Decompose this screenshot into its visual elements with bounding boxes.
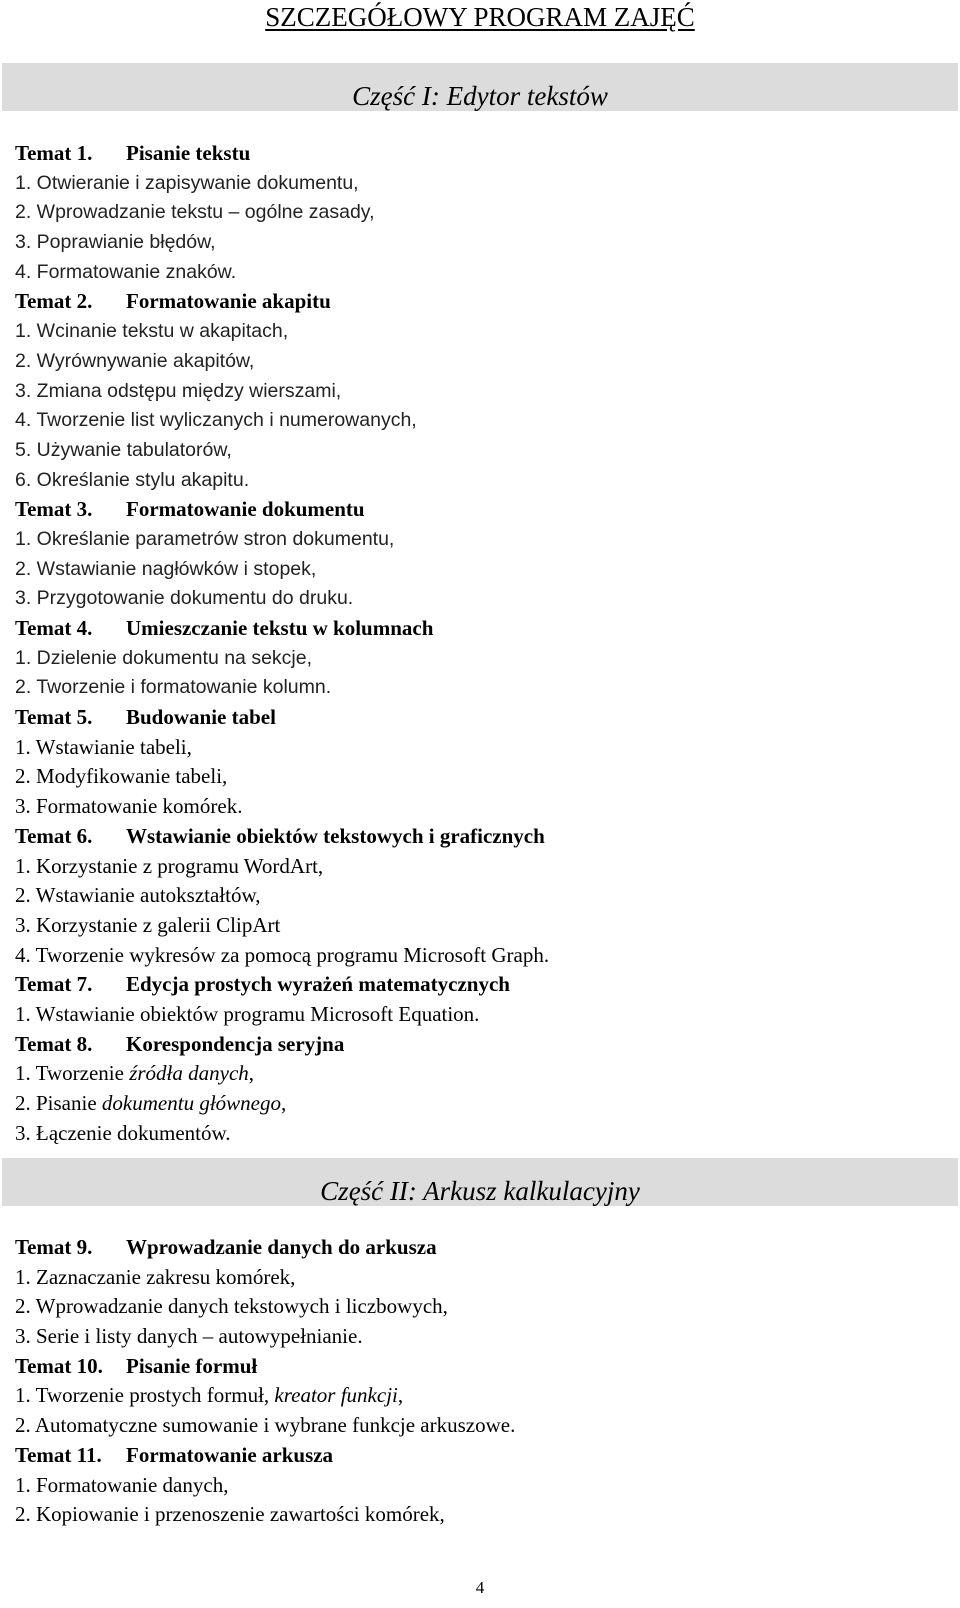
list-item bbox=[15, 673, 945, 703]
list-item bbox=[15, 733, 945, 763]
list-item bbox=[15, 1263, 945, 1293]
topic-number: Temat 6. bbox=[15, 823, 93, 848]
item-text: 2. Pisanie bbox=[15, 1091, 102, 1115]
item-text: 4. Tworzenie wykresów za pomocą programu Microsoft Graph. bbox=[15, 942, 550, 967]
list-item bbox=[15, 377, 945, 407]
topic-title: Pisanie formuł bbox=[126, 1353, 258, 1378]
item-text: , bbox=[397, 1383, 404, 1408]
item-text: 1. Formatowanie danych, bbox=[15, 1472, 229, 1497]
list-item bbox=[15, 1000, 945, 1030]
item-text: 2. Wstawianie nagłówków i stopek, bbox=[15, 557, 317, 580]
item-text: , bbox=[248, 1061, 255, 1086]
item-text: 1. Zaznaczanie zakresu komórek, bbox=[15, 1264, 296, 1289]
topic-number: Temat 8. bbox=[15, 1031, 93, 1056]
list-item bbox=[15, 1119, 945, 1149]
italic-term: dokumentu głównego bbox=[101, 1091, 281, 1115]
item-text: 2. Wstawianie autokształtów, bbox=[15, 883, 261, 908]
topic-title: Formatowanie dokumentu bbox=[126, 497, 365, 522]
topic-title: Formatowanie arkusza bbox=[126, 1442, 334, 1467]
item-text: 3. Formatowanie komórek. bbox=[15, 794, 243, 819]
item-text: 1. Dzielenie dokumentu na sekcje, bbox=[15, 646, 313, 669]
item-text: 5. Używanie tabulatorów, bbox=[15, 438, 232, 461]
list-item bbox=[15, 258, 945, 288]
item-text: 1. Wstawianie tabeli, bbox=[15, 734, 192, 759]
list-item bbox=[15, 792, 945, 822]
topic-number: Temat 10. bbox=[15, 1353, 103, 1378]
list-item bbox=[15, 1322, 945, 1352]
topic-title: Pisanie tekstu bbox=[126, 141, 251, 165]
topic-heading bbox=[15, 287, 945, 317]
topic-title: Wstawianie obiektów tekstowych i graficznych bbox=[126, 823, 545, 848]
italic-term: źródła danych bbox=[129, 1061, 249, 1086]
list-item bbox=[15, 911, 945, 941]
topic-title: Korespondencja seryjna bbox=[126, 1031, 345, 1056]
page-title: SZCZEGÓŁOWY PROGRAM ZAJĘĆ bbox=[265, 2, 695, 32]
item-text: 3. Łączenie dokumentów. bbox=[15, 1120, 231, 1145]
item-text: 3. Przygotowanie dokumentu do druku. bbox=[15, 587, 354, 610]
part-2-title: Część II: Arkusz kalkulacyjny bbox=[320, 1176, 640, 1206]
item-text: 6. Określanie stylu akapitu. bbox=[15, 468, 250, 491]
item-text: 2. Tworzenie i formatowanie kolumn. bbox=[15, 676, 332, 699]
item-text: 2. Kopiowanie i przenoszenie zawartości komórek, bbox=[15, 1502, 445, 1527]
topic-heading bbox=[15, 822, 945, 852]
topic-number: Temat 4. bbox=[15, 616, 93, 640]
item-text: 1. Korzystanie z programu WordArt, bbox=[15, 853, 324, 878]
topic-number: Temat 5. bbox=[15, 705, 93, 730]
topic-heading bbox=[15, 1441, 945, 1471]
topic-title: Formatowanie akapitu bbox=[126, 289, 331, 314]
topic-number: Temat 11. bbox=[15, 1442, 102, 1467]
list-item bbox=[15, 1471, 945, 1501]
item-text: 2. Wyrównywanie akapitów, bbox=[15, 349, 255, 372]
topic-number: Temat 3. bbox=[15, 497, 93, 522]
list-item bbox=[15, 1381, 945, 1411]
list-item bbox=[15, 881, 945, 911]
topic-title: Edycja prostych wyrażeń matematycznych bbox=[126, 972, 510, 997]
topic-number: Temat 9. bbox=[15, 1235, 93, 1259]
part-2-banner bbox=[2, 1158, 958, 1206]
italic-term: kreator funkcji bbox=[274, 1383, 398, 1408]
item-text: , bbox=[280, 1091, 287, 1115]
item-text: 2. Wprowadzanie danych tekstowych i liczbowych, bbox=[15, 1294, 448, 1319]
list-item bbox=[15, 762, 945, 792]
list-item bbox=[15, 436, 945, 466]
item-text: 4. Tworzenie list wyliczanych i numerowanych, bbox=[15, 409, 417, 432]
topic-heading bbox=[15, 495, 945, 525]
list-item bbox=[15, 644, 945, 674]
item-text: 1. Tworzenie prostych formuł, bbox=[15, 1383, 275, 1408]
item-text: 1. Tworzenie bbox=[15, 1061, 130, 1086]
item-text: 1. Otwieranie i zapisywanie dokumentu, bbox=[15, 171, 359, 194]
list-item bbox=[15, 1500, 945, 1530]
list-item bbox=[15, 852, 945, 882]
list-item bbox=[15, 1089, 945, 1119]
list-item bbox=[15, 198, 945, 228]
topic-heading bbox=[15, 614, 945, 644]
item-text: 1. Wcinanie tekstu w akapitach, bbox=[15, 320, 289, 343]
part-2-topic-list bbox=[15, 1233, 945, 1530]
topic-heading bbox=[15, 1030, 945, 1060]
list-item bbox=[15, 317, 945, 347]
topic-heading bbox=[15, 703, 945, 733]
list-item bbox=[15, 228, 945, 258]
list-item bbox=[15, 584, 945, 614]
item-text: 2. Modyfikowanie tabeli, bbox=[15, 764, 228, 789]
item-text: 1. Określanie parametrów stron dokumentu, bbox=[15, 527, 395, 550]
topic-heading bbox=[15, 970, 945, 1000]
part-1-title: Część I: Edytor tekstów bbox=[352, 81, 608, 111]
list-item bbox=[15, 466, 945, 496]
topic-heading bbox=[15, 1352, 945, 1382]
topic-number: Temat 2. bbox=[15, 289, 93, 314]
list-item bbox=[15, 941, 945, 971]
part-1-banner bbox=[2, 63, 958, 111]
item-text: 3. Serie i listy danych – autowypełnianie. bbox=[15, 1324, 363, 1349]
list-item bbox=[15, 406, 945, 436]
topic-number: Temat 7. bbox=[15, 972, 93, 997]
topic-heading bbox=[15, 1233, 945, 1263]
item-text: 2. Automatyczne sumowanie i wybrane funkcje arkuszowe. bbox=[15, 1413, 516, 1438]
list-item bbox=[15, 555, 945, 585]
item-text: 3. Zmiana odstępu między wierszami, bbox=[15, 379, 342, 402]
topic-title: Wprowadzanie danych do arkusza bbox=[126, 1235, 437, 1259]
item-text: 1. Wstawianie obiektów programu Microsoft Equation. bbox=[15, 1001, 480, 1026]
list-item bbox=[15, 1411, 945, 1441]
topic-title: Budowanie tabel bbox=[126, 705, 276, 730]
item-text: 2. Wprowadzanie tekstu – ogólne zasady, bbox=[15, 201, 375, 224]
part-1-topic-list bbox=[15, 139, 945, 1148]
topic-heading bbox=[15, 139, 945, 169]
list-item bbox=[15, 347, 945, 377]
list-item bbox=[15, 1059, 945, 1089]
page-number: 4 bbox=[475, 1578, 485, 1597]
item-text: 3. Poprawianie błędów, bbox=[15, 231, 216, 254]
item-text: 3. Korzystanie z galerii ClipArt bbox=[15, 912, 281, 937]
item-text: 4. Formatowanie znaków. bbox=[15, 260, 237, 283]
list-item bbox=[15, 525, 945, 555]
topic-title: Umieszczanie tekstu w kolumnach bbox=[126, 616, 434, 640]
topic-number: Temat 1. bbox=[15, 141, 93, 165]
list-item bbox=[15, 169, 945, 199]
list-item bbox=[15, 1292, 945, 1322]
